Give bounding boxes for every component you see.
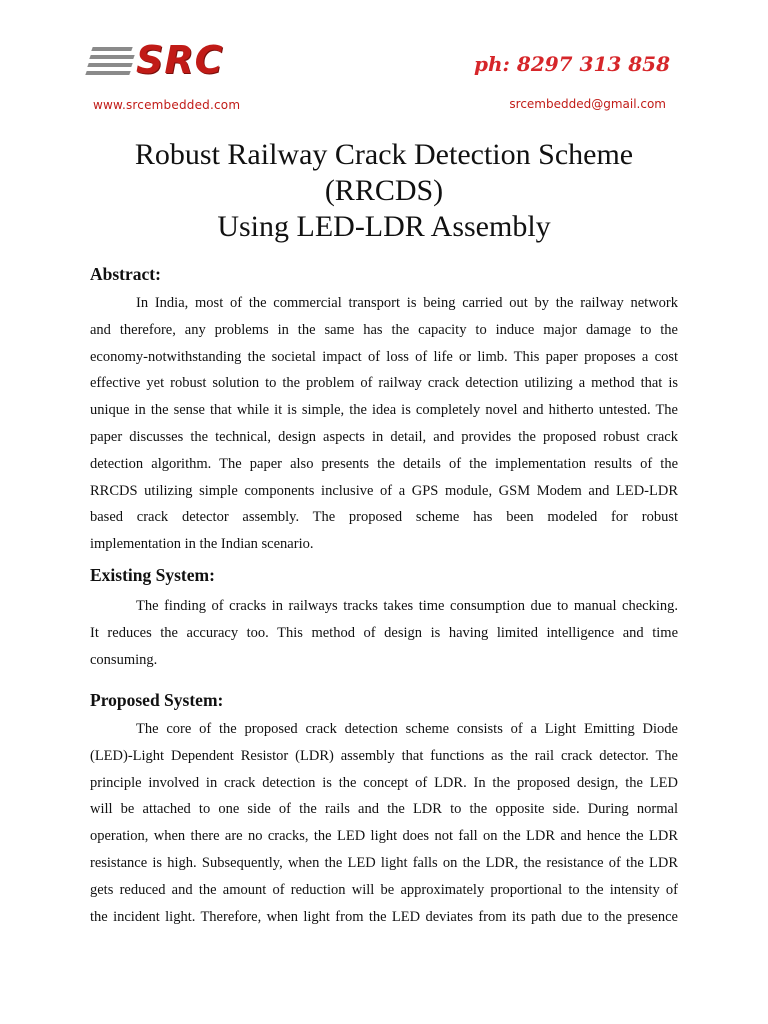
text-line: RRCDS utilizing simple components inclusive of a GPS module, GSM Modem and LED-LDR: [90, 482, 678, 499]
document-title: [0, 137, 768, 245]
text-line: unique in the sense that while it is simple, the idea is completely novel and hitherto untested. The: [90, 402, 678, 419]
text-line: It reduces the accuracy too. This method of design is having limited intelligence and time: [90, 624, 678, 641]
letterhead: [0, 0, 768, 122]
text-line: (LED)-Light Dependent Resistor (LDR) assembly that functions as the rail crack detector. The: [90, 747, 678, 764]
text-line: based crack detector assembly. The proposed scheme has been modeled for robust: [90, 509, 678, 526]
text-line: the incident light. Therefore, when light from the LED deviates from its path due to the presence: [90, 908, 678, 925]
src-logo: [92, 38, 224, 88]
existing-system-heading: Existing System:: [90, 565, 215, 585]
proposed-system-paragraph: [90, 716, 678, 930]
email-link[interactable]: srcembedded@gmail.com: [509, 97, 666, 111]
abstract-heading: Abstract:: [90, 264, 161, 284]
text-line: resistance is high. Subsequently, when the LED light falls on the LDR, the resistance of the LDR: [90, 854, 678, 871]
logo-text: SRC: [136, 38, 224, 82]
text-line: gets reduced and the amount of reduction will be approximately proportional to the intensity of: [90, 881, 678, 898]
text-line: consuming.: [90, 651, 158, 668]
text-line: effective yet robust solution to the problem of railway crack detection utilizing a method that is: [90, 375, 678, 392]
text-line: The finding of cracks in railways tracks takes time consumption due to manual checking.: [136, 598, 678, 614]
text-line: principle involved in crack detection is the concept of LDR. In the proposed design, the LED: [90, 774, 678, 791]
text-line: In India, most of the commercial transport is being carried out by the railway network: [136, 295, 678, 311]
text-line: paper discusses the technical, design aspects in detail, and provides the proposed robust crack: [90, 428, 678, 445]
text-line: and therefore, any problems in the same has the capacity to induce major damage to the: [90, 321, 678, 338]
text-line: The core of the proposed crack detection scheme consists of a Light Emitting Diode: [136, 721, 678, 737]
phone-number: ph: 8297 313 858: [474, 52, 670, 76]
text-line: detection algorithm. The paper also presents the details of the implementation results of the: [90, 455, 678, 472]
text-line: economy-notwithstanding the societal impact of loss of life or limb. This paper proposes a cost: [90, 348, 678, 365]
text-line: will be attached to one side of the rails and the LDR to the opposite side. During normal: [90, 801, 678, 818]
title-line-2: (RRCDS): [324, 174, 444, 207]
text-line: implementation in the Indian scenario.: [90, 536, 314, 553]
logo-stripes-graphic: [92, 47, 134, 79]
title-line-3: Using LED-LDR Assembly: [217, 210, 551, 243]
existing-system-paragraph: [90, 593, 678, 673]
title-line-1: Robust Railway Crack Detection Scheme: [134, 138, 634, 171]
text-line: operation, when there are no cracks, the LED light does not fall on the LDR and hence the LDR: [90, 828, 678, 845]
abstract-paragraph: [90, 290, 678, 558]
proposed-system-heading: Proposed System:: [90, 690, 224, 710]
website-link[interactable]: www.srcembedded.com: [93, 98, 241, 112]
